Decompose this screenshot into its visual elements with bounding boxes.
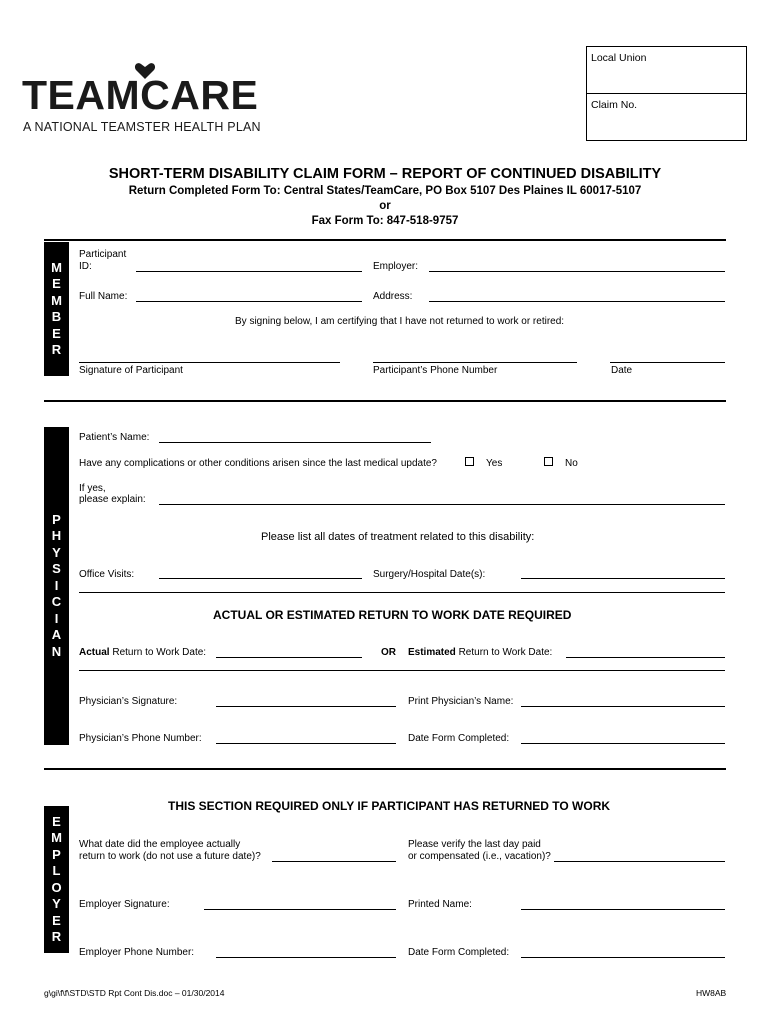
employer-bar-letter: P <box>52 846 61 862</box>
print-physician-name-label: Print Physician’s Name: <box>408 696 514 707</box>
physician-bar-letter: I <box>54 610 59 626</box>
address-label: Address: <box>373 291 413 302</box>
participant-signature-field[interactable] <box>79 362 340 363</box>
employer-section-bar <box>44 806 69 953</box>
member-bar-letter: E <box>52 276 61 291</box>
phone-label: Participant’s Phone Number <box>373 365 498 376</box>
physician-bar-letter: H <box>51 528 62 544</box>
teamcare-logo <box>22 62 282 136</box>
printed-name-field[interactable] <box>521 909 725 910</box>
signature-label: Signature of Participant <box>79 365 183 376</box>
certify-text: By signing below, I am certifying that I have not returned to work or retired: <box>235 316 565 327</box>
employer-label: Employer: <box>373 261 419 272</box>
physician-date-completed-label: Date Form Completed: <box>408 733 510 744</box>
claim-no-field[interactable] <box>587 113 746 139</box>
physician-date-completed-field[interactable] <box>521 743 725 744</box>
physician-bar-letter: Y <box>52 544 61 560</box>
last-paid-field[interactable] <box>554 861 725 862</box>
dates-extra-field[interactable] <box>79 592 725 593</box>
participant-id-label-2: ID: <box>79 261 92 272</box>
logo-brand: TEAMCARE <box>22 72 259 118</box>
office-visits-label: Office Visits: <box>79 569 135 580</box>
last-paid-question-1: Please verify the last day paid <box>408 839 541 850</box>
explain-field[interactable] <box>159 504 725 505</box>
patient-name-field[interactable] <box>159 442 431 443</box>
physician-signature-field[interactable] <box>216 706 396 707</box>
complications-question: Have any complications or other conditions arisen since the last medical update? <box>79 458 437 469</box>
employer-date-completed-field[interactable] <box>521 957 725 958</box>
employer-signature-label: Employer Signature: <box>79 899 170 910</box>
divider <box>44 400 726 402</box>
date-label: Date <box>611 365 633 376</box>
member-bar-letter: M <box>51 259 62 275</box>
footer-file-path: g\gi\f\f\STD\STD Rpt Cont Dis.doc – 01/30/2014 <box>44 988 225 998</box>
local-union-field[interactable] <box>587 66 746 92</box>
printed-name-label: Printed Name: <box>408 899 472 910</box>
physician-bar-letter: A <box>51 627 62 643</box>
claim-no-label: Claim No. <box>591 99 638 111</box>
employer-bar-letter: O <box>51 879 62 895</box>
local-union-label: Local Union <box>591 52 647 64</box>
surgery-dates-label: Surgery/Hospital Date(s): <box>373 569 486 580</box>
print-physician-name-field[interactable] <box>521 706 725 707</box>
employer-phone-label: Employer Phone Number: <box>79 947 195 958</box>
physician-bar-letter: P <box>52 511 61 527</box>
employer-signature-field[interactable] <box>204 909 396 910</box>
return-address: Return Completed Form To: Central States/TeamCare, PO Box 5107 Des Plaines IL 60017-5107 <box>128 185 642 197</box>
if-yes-label-2: please explain: <box>79 494 146 505</box>
member-bar-letter: B <box>51 309 62 324</box>
participant-date-field[interactable] <box>610 362 725 363</box>
actual-rest: Return to Work Date: <box>109 647 207 658</box>
office-visits-field[interactable] <box>159 578 362 579</box>
return-date-question-1: What date did the employee actually <box>79 839 241 850</box>
participant-id-label-1: Participant <box>79 249 127 260</box>
employer-bar-letter: Y <box>52 896 61 911</box>
divider <box>44 768 726 770</box>
employer-bar-letter: E <box>52 912 61 928</box>
yes-checkbox[interactable] <box>465 457 474 466</box>
return-date-field[interactable] <box>272 861 396 862</box>
return-date-question-2: return to work (do not use a future date)? <box>79 851 261 862</box>
employer-field[interactable] <box>429 271 725 272</box>
rtw-heading: ACTUAL OR ESTIMATED RETURN TO WORK DATE REQUIRED <box>213 608 572 622</box>
or-label: OR <box>381 647 396 658</box>
physician-bar-letter: C <box>51 594 62 610</box>
patient-name-label: Patient’s Name: <box>79 432 150 443</box>
footer-form-code: HW8AB <box>696 988 727 998</box>
list-dates-instruction: Please list all dates of treatment related to this disability: <box>261 531 535 543</box>
employer-heading: THIS SECTION REQUIRED ONLY IF PARTICIPANT HAS RETURNED TO WORK <box>168 799 611 813</box>
physician-bar-letter: N <box>51 643 62 659</box>
full-name-label: Full Name: <box>79 291 128 302</box>
estimated-word: Estimated <box>408 647 456 658</box>
member-bar-letter: M <box>51 292 62 308</box>
actual-rtw-label <box>79 647 206 659</box>
employer-bar-letter: M <box>51 830 62 845</box>
full-name-field[interactable] <box>136 301 362 302</box>
estimated-rest: Return to Work Date: <box>455 647 553 658</box>
physician-bar-letter: I <box>54 577 59 593</box>
last-paid-question-2: or compensated (i.e., vacation)? <box>408 851 551 862</box>
physician-signature-label: Physician’s Signature: <box>79 696 178 707</box>
participant-id-field[interactable] <box>136 271 362 272</box>
member-bar-letter: E <box>52 325 61 341</box>
employer-bar-letter: R <box>51 929 62 944</box>
yes-label: Yes <box>486 458 503 469</box>
no-label: No <box>565 458 578 469</box>
actual-word: Actual <box>79 647 110 658</box>
estimated-rtw-label <box>408 647 552 659</box>
physician-phone-field[interactable] <box>216 743 396 744</box>
if-yes-label-1: If yes, <box>79 483 106 494</box>
physician-bar-letter: S <box>52 561 61 577</box>
employer-date-completed-label: Date Form Completed: <box>408 947 510 958</box>
or-text: or <box>379 200 391 212</box>
member-section-bar <box>44 242 69 376</box>
participant-phone-field[interactable] <box>373 362 577 363</box>
physician-section-bar <box>44 427 69 745</box>
logo-tagline: A NATIONAL TEAMSTER HEALTH PLAN <box>23 120 261 134</box>
fax-number: Fax Form To: 847-518-9757 <box>311 215 459 227</box>
no-checkbox[interactable] <box>544 457 553 466</box>
employer-bar-letter: L <box>52 863 61 878</box>
divider <box>44 239 726 241</box>
address-field[interactable] <box>429 301 725 302</box>
surgery-dates-field[interactable] <box>521 578 725 579</box>
form-title: SHORT-TERM DISABILITY CLAIM FORM – REPORT OF CONTINUED DISABILITY <box>108 166 662 182</box>
physician-phone-label: Physician’s Phone Number: <box>79 733 202 744</box>
actual-rtw-field[interactable] <box>216 657 362 658</box>
employer-phone-field[interactable] <box>216 957 396 958</box>
member-bar-letter: R <box>51 342 62 357</box>
employer-bar-letter: E <box>52 813 61 829</box>
rtw-extra-field[interactable] <box>79 670 725 671</box>
estimated-rtw-field[interactable] <box>566 657 725 658</box>
